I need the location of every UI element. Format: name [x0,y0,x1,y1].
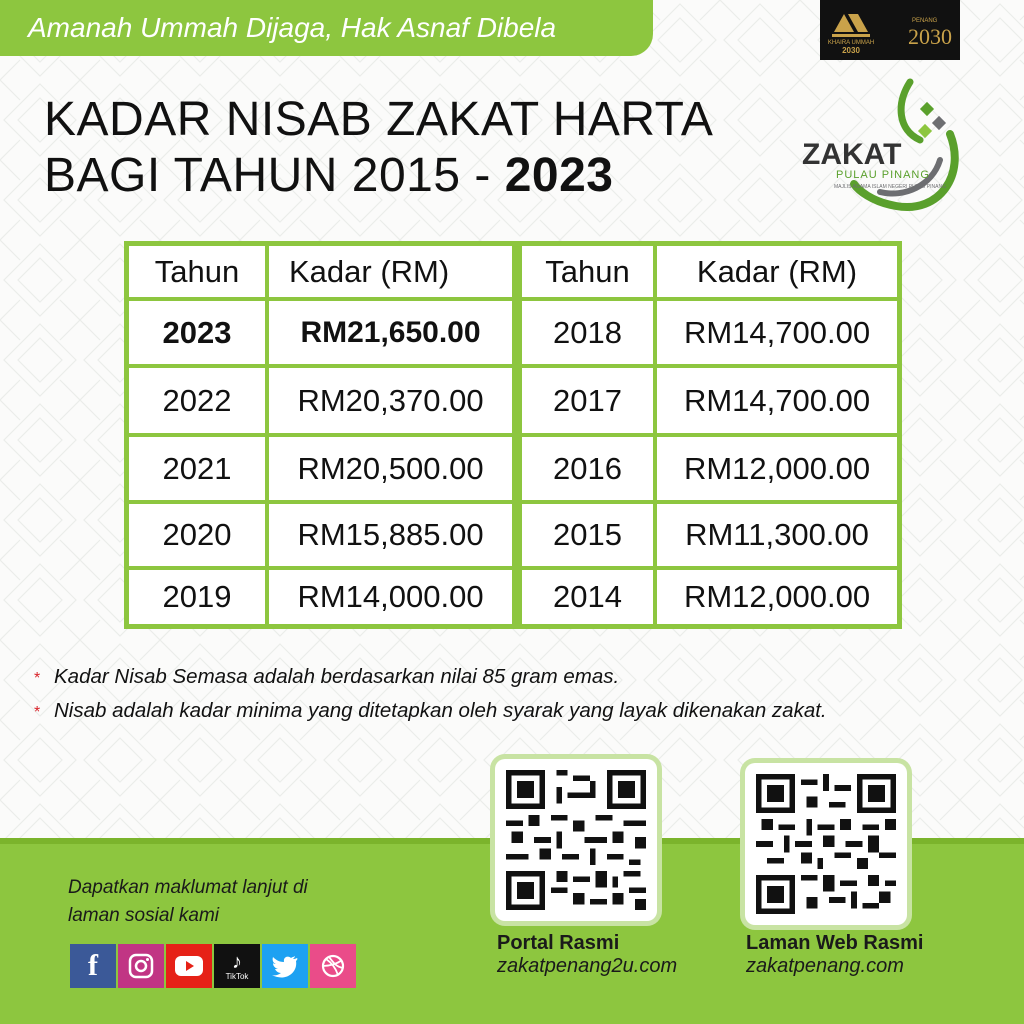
table-row-rate: RM20,370.00 [269,368,512,433]
social-prompt-line-1: Dapatkan maklumat lanjut di [68,877,308,898]
table-row-year: 2018 [522,301,653,364]
header-kadar-left: Kadar (RM) [269,246,512,297]
table-row-year: 2023 [129,301,265,364]
page-title [44,92,713,204]
qr-portal-url[interactable]: zakatpenang2u.com [497,955,678,977]
qr-code-icon [756,774,896,914]
dribbble-icon[interactable] [310,944,356,988]
social-icons [70,944,356,988]
title-line-1: KADAR NISAB ZAKAT HARTA [44,93,714,146]
qr-laman-web-rasmi[interactable] [745,763,907,925]
header-tahun-left: Tahun [129,246,265,297]
svg-text:ZAKAT: ZAKAT [802,138,902,171]
table-row-rate: RM12,000.00 [657,570,897,624]
social-prompt [68,874,308,930]
header-tahun-right: Tahun [522,246,653,297]
table-row-rate: RM12,000.00 [657,437,897,500]
svg-text:MAJLIS AGAMA ISLAM NEGERI PULA: MAJLIS AGAMA ISLAM NEGERI PULAU PINANG [834,184,946,190]
nisab-rate-table [124,241,902,629]
social-prompt-line-2: laman sosial kami [68,905,219,926]
table-row-rate: RM20,500.00 [269,437,512,500]
footnotes [34,662,827,730]
footnote [34,662,827,696]
tiktok-label: TikTok [225,971,249,981]
footnote [34,696,827,730]
table-row-rate: RM21,650.00 [269,301,512,364]
youtube-icon[interactable] [166,944,212,988]
table-row-year: 2014 [522,570,653,624]
table-row-year: 2021 [129,437,265,500]
zakat-pulau-pinang-logo [800,74,970,224]
svg-text:2030: 2030 [842,46,860,55]
title-line-2 [44,148,713,204]
table-row-rate: RM11,300.00 [657,504,897,566]
table-row-rate: RM15,885.00 [269,504,512,566]
qr-laman-web-url[interactable]: zakatpenang.com [746,955,904,977]
qr-laman-web-label [746,932,923,978]
qr-portal-label [497,932,677,978]
tiktok-icon[interactable]: ♪ TikTok [214,944,260,988]
table-row-year: 2015 [522,504,653,566]
qr-portal-rasmi[interactable] [495,759,657,921]
tagline-banner [0,0,653,56]
header-kadar-right: Kadar (RM) [657,246,897,297]
svg-text:PENANG: PENANG [912,18,938,24]
table-row-year: 2017 [522,368,653,433]
asterisk-icon: * [34,670,41,687]
qr-laman-web-title: Laman Web Rasmi [746,932,924,954]
khaira-ummah-logo [820,0,960,60]
tagline-text: Amanah Ummah Dijaga, Hak Asnaf Dibela [28,12,557,43]
table-row-rate: RM14,700.00 [657,368,897,433]
title-year-bold: 2023 [504,149,614,202]
title-line-2-prefix: BAGI TAHUN 2015 - [44,149,505,202]
qr-code-icon [506,770,646,910]
table-row-year: 2016 [522,437,653,500]
svg-text:KHAIRA UMMAH: KHAIRA UMMAH [827,40,875,46]
twitter-icon[interactable] [262,944,308,988]
svg-text:PULAU PINANG: PULAU PINANG [836,169,930,181]
footnote-text: Kadar Nisab Semasa adalah berdasarkan nilai 85 gram emas. [54,665,620,688]
table-row-year: 2019 [129,570,265,624]
instagram-icon[interactable] [118,944,164,988]
svg-text:2030: 2030 [908,24,952,49]
table-row-year: 2022 [129,368,265,433]
qr-portal-title: Portal Rasmi [497,932,620,954]
penang-2030-badge [820,0,960,60]
footnote-text: Nisab adalah kadar minima yang ditetapkan oleh syarak yang layak dikenakan zakat. [54,699,827,722]
asterisk-icon: * [34,704,41,721]
table-row-rate: RM14,000.00 [269,570,512,624]
table-row-rate: RM14,700.00 [657,301,897,364]
table-row-year: 2020 [129,504,265,566]
facebook-icon[interactable]: f [70,944,116,988]
